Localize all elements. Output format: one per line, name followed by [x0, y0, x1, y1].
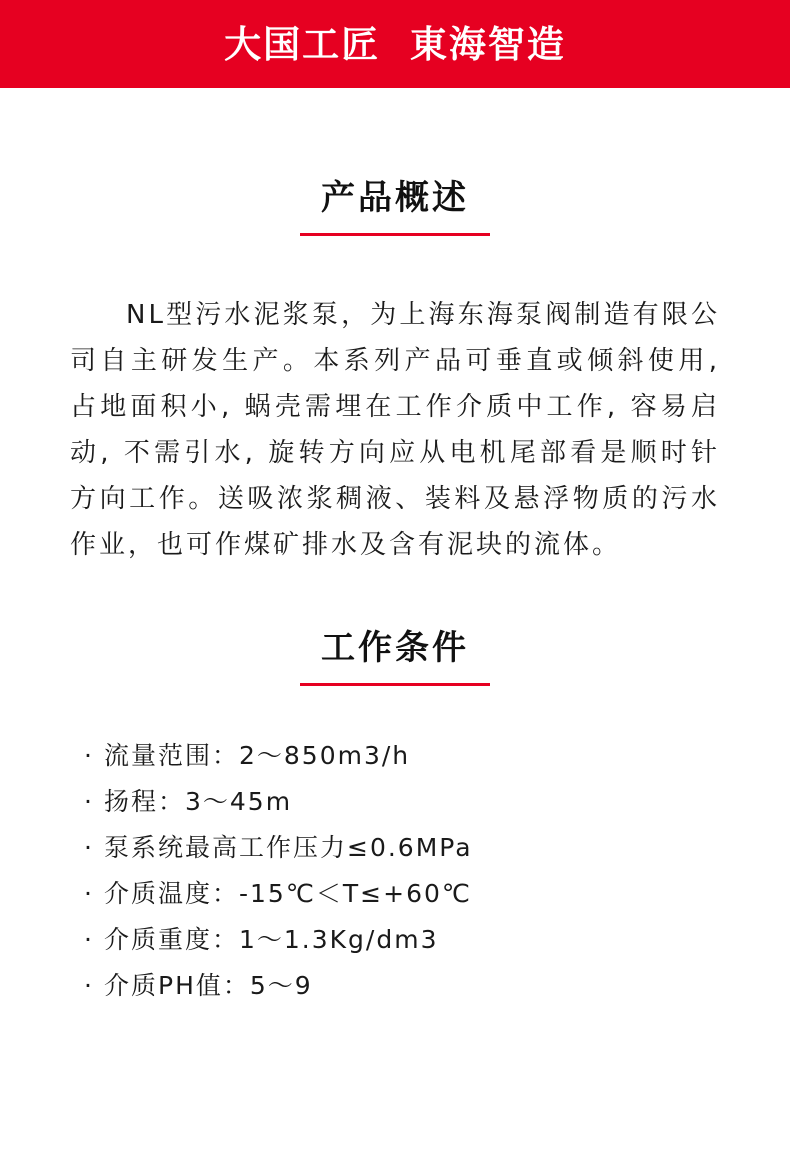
list-item-label: 泵系统最高工作压力≤0.6MPa [104, 832, 473, 862]
list-item [84, 780, 706, 824]
section-header-working-conditions [40, 628, 750, 686]
list-item [84, 918, 706, 962]
list-item [84, 826, 706, 870]
section-title-working-conditions: 工作条件 [321, 627, 469, 668]
section-header-product-overview [40, 178, 750, 236]
page-banner [0, 0, 790, 88]
list-item-label: 介质温度：-15℃＜T≤+60℃ [104, 878, 472, 908]
working-conditions-list [40, 734, 750, 1008]
bullet-icon: · [84, 878, 94, 908]
list-item-label: 介质PH值：5～9 [104, 970, 313, 1000]
section-title-product-overview: 产品概述 [321, 178, 469, 218]
list-item-label: 扬程：3～45m [104, 786, 293, 816]
list-item-label: 介质重度：1～1.3Kg/dm3 [104, 924, 439, 954]
title-underline-rule [300, 683, 490, 686]
list-item [84, 734, 706, 778]
section-working-conditions [0, 568, 790, 1008]
list-item [84, 964, 706, 1008]
bullet-icon: · [84, 786, 94, 816]
title-underline-rule [300, 233, 490, 236]
bullet-icon: · [84, 970, 94, 1000]
bullet-icon: · [84, 832, 94, 862]
bullet-icon: · [84, 924, 94, 954]
bullet-icon: · [84, 740, 94, 770]
product-overview-body [40, 292, 750, 568]
banner-title: 大国工匠 東海智造 [224, 22, 566, 66]
list-item-label: 流量范围：2～850m3/h [104, 740, 411, 770]
section-product-overview [0, 88, 790, 568]
product-overview-paragraph: NL型污水泥浆泵，为上海东海泵阀制造有限公司自主研发生产。本系列产品可垂直或倾斜使用, 占地面积小, 蜗壳需埋在工作介质中工作, 容易启动, 不需引水, 旋转方向应从电机尾部看是顺时针方向工作。送吸浓浆稠液、装料及悬浮物质的污水作业，也可作煤矿排水及含有泥块的流体。 [70, 299, 720, 560]
list-item [84, 872, 706, 916]
